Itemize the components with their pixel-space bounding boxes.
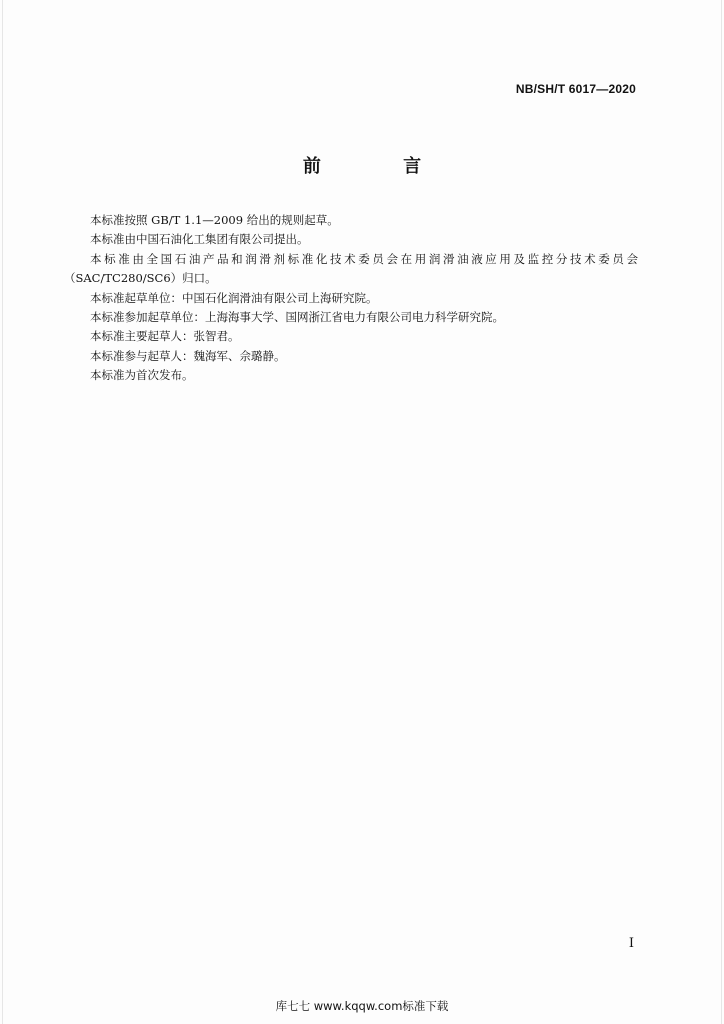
paragraph-participating-units: 本标准参加起草单位：上海海事大学、国网浙江省电力有限公司电力科学研究院。 xyxy=(90,310,504,325)
foreword-body xyxy=(64,211,638,386)
page-title: 前 言 xyxy=(302,156,460,177)
paragraph-drafting-unit: 本标准起草单位：中国石化润滑油有限公司上海研究院。 xyxy=(90,290,378,305)
footer-watermark: 库七七 www.kqqw.com标准下载 xyxy=(275,999,449,1013)
document-code: NB/SH/T 6017—2020 xyxy=(515,82,636,96)
paragraph-participating-drafters: 本标准参与起草人：魏海军、佘璐静。 xyxy=(90,348,286,363)
paragraph-technical-committee: 本标准由全国石油产品和润滑剂标准化技术委员会在用润滑油液应用及监控分技术委员会（SAC/TC280/SC6）归口。 xyxy=(64,251,638,286)
paragraph-proposer: 本标准由中国石油化工集团有限公司提出。 xyxy=(90,232,309,247)
paragraph-drafting-rules: 本标准按照 GB/T 1.1—2009 给出的规则起草。 xyxy=(90,213,339,227)
page-number: I xyxy=(628,936,634,951)
paragraph-first-release: 本标准为首次发布。 xyxy=(90,368,194,383)
paragraph-main-drafter: 本标准主要起草人：张智君。 xyxy=(90,329,240,344)
